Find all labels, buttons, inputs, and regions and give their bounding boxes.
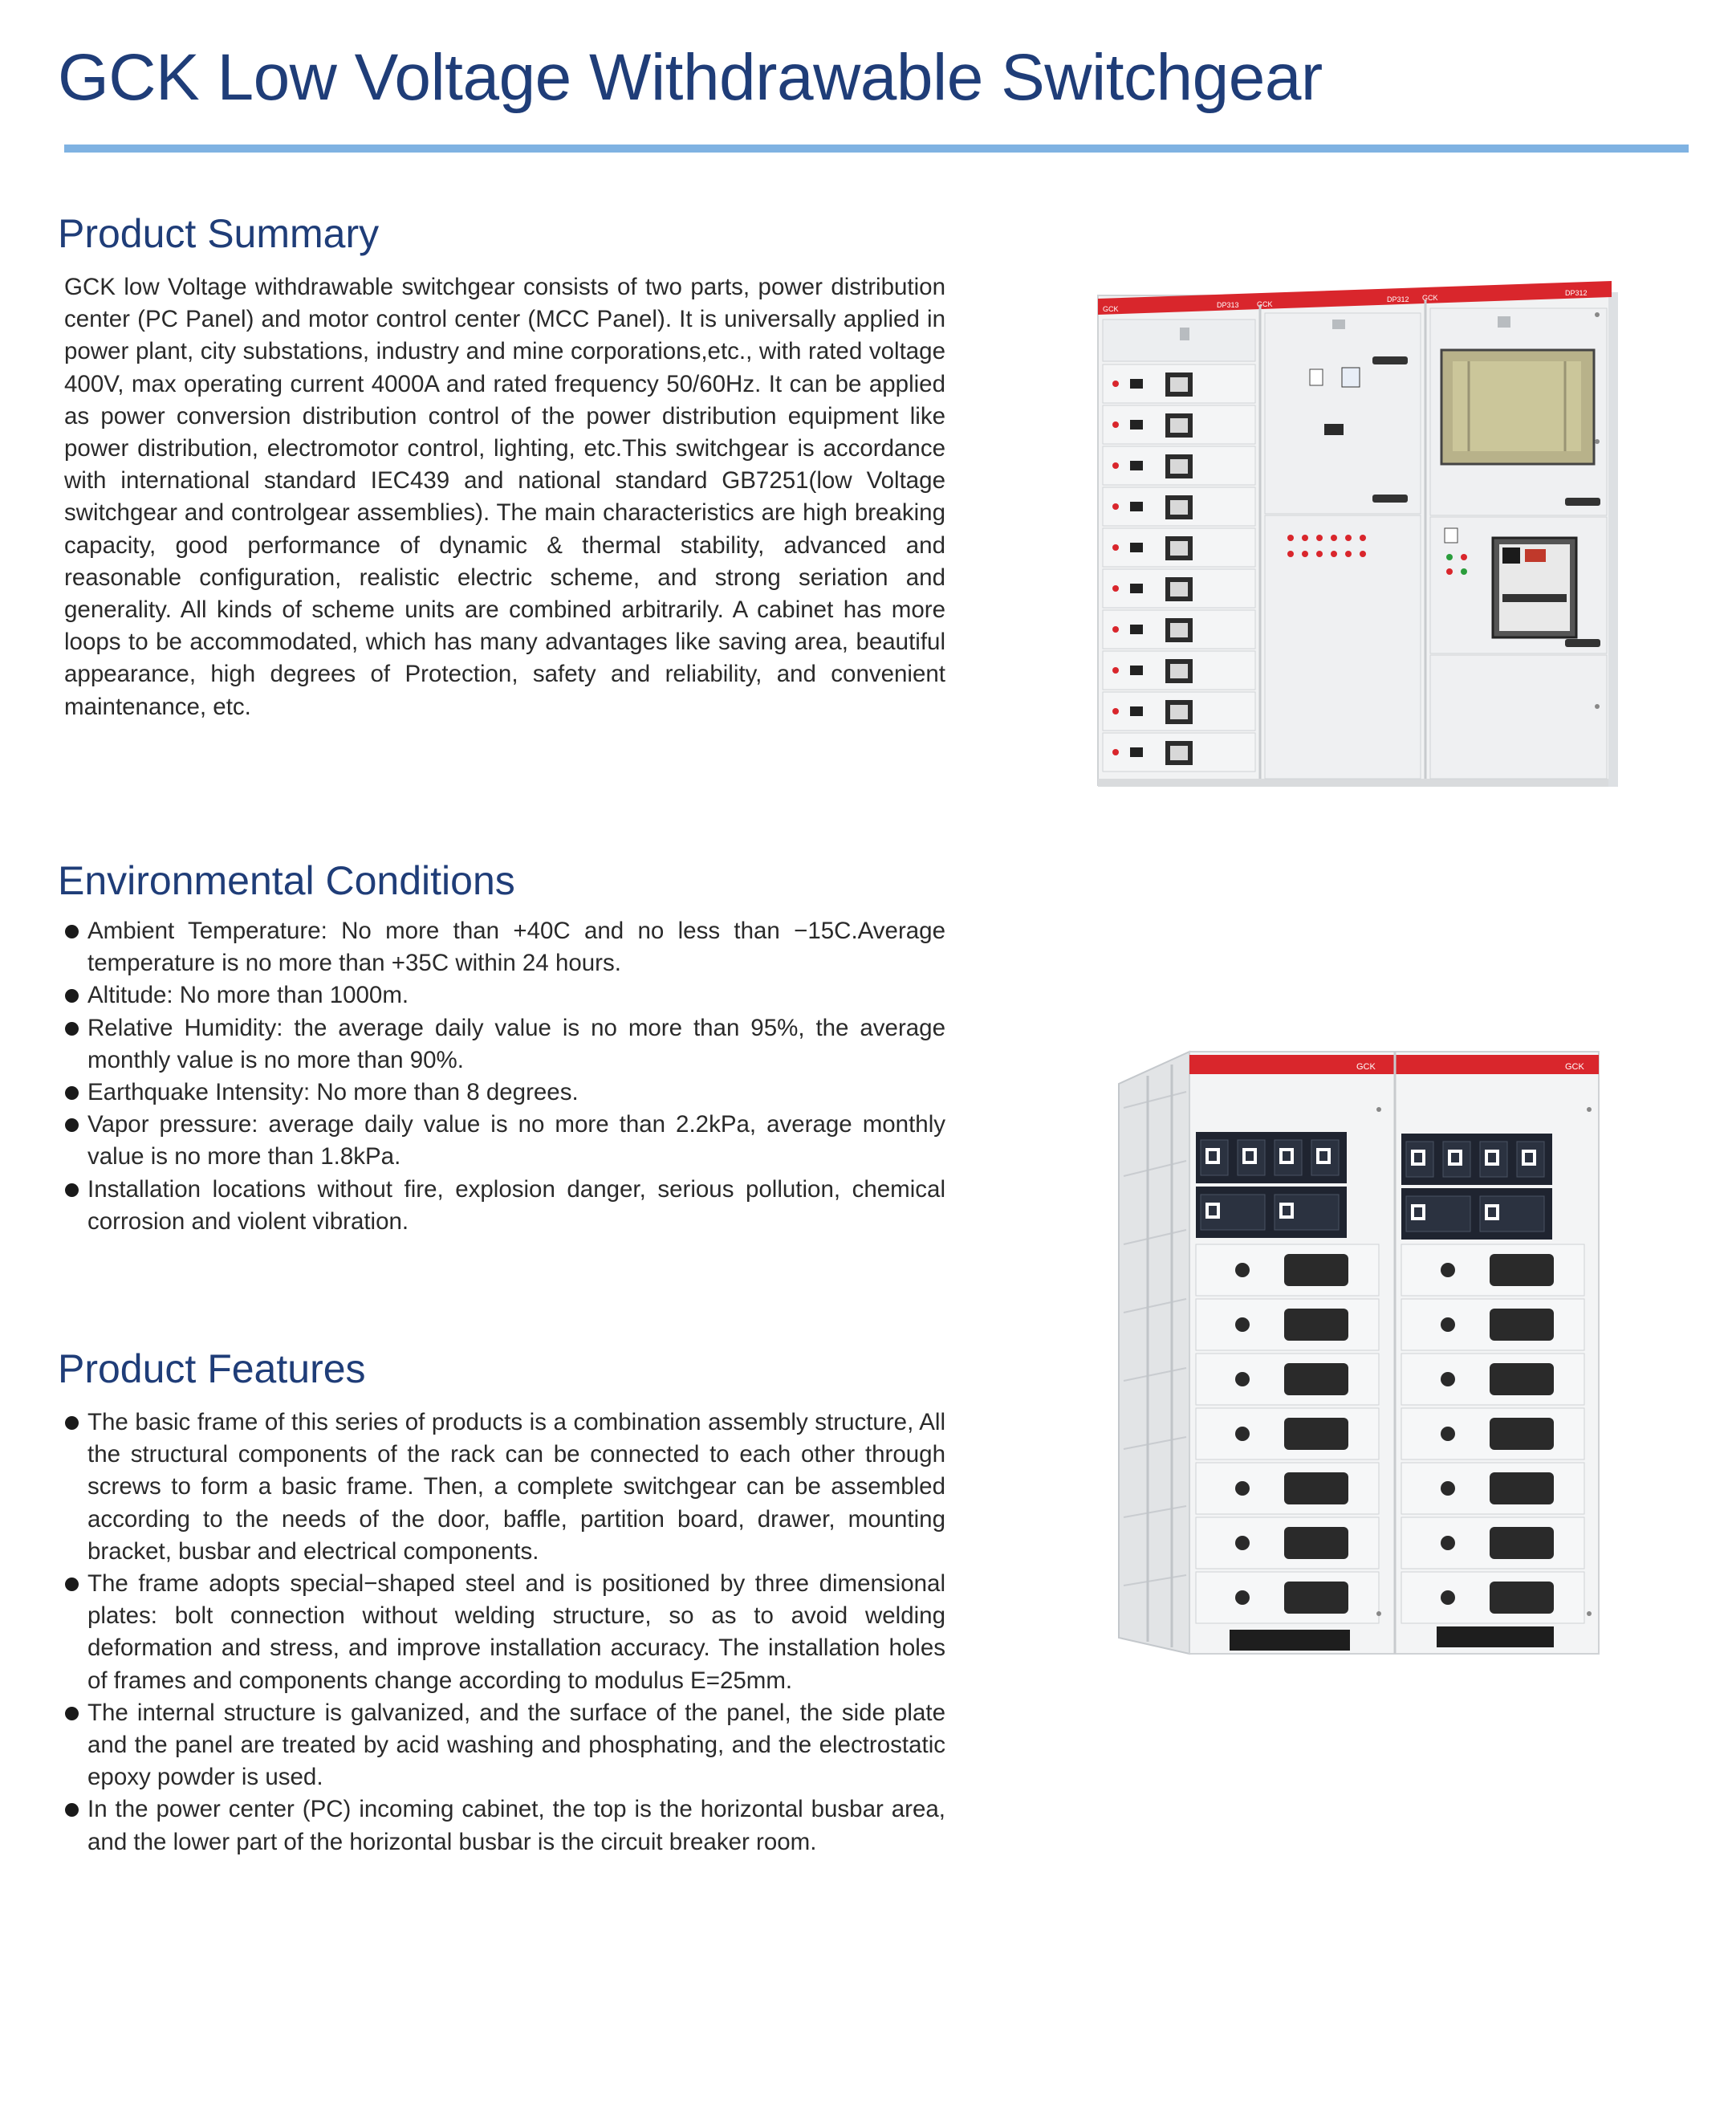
meter-icon — [1490, 1472, 1554, 1504]
meter-icon — [1490, 1363, 1554, 1395]
list-item: Relative Humidity: the average daily value is no more than 95%, the average monthly value is no more than 90%. — [64, 1012, 945, 1077]
meter-icon — [1490, 1254, 1554, 1286]
meter-icon — [1490, 1582, 1554, 1614]
indicator-icon — [1112, 667, 1119, 674]
handle-icon — [1130, 625, 1143, 634]
rotary-switch-icon — [1235, 1317, 1250, 1332]
rotary-switch-icon — [1235, 1427, 1250, 1441]
module-icon — [1406, 1142, 1433, 1177]
indicator-icon — [1316, 551, 1323, 557]
rotary-switch-icon — [1441, 1372, 1455, 1386]
title-underline — [64, 145, 1689, 153]
features-heading: Product Features — [58, 1346, 366, 1391]
indicator-icon — [1360, 535, 1366, 541]
list-item: Altitude: No more than 1000m. — [64, 979, 945, 1012]
module-icon — [1275, 1195, 1339, 1230]
rotary-switch-icon — [1235, 1372, 1250, 1386]
handle-icon — [1130, 747, 1143, 757]
cabinet-label: GCK — [1565, 1062, 1584, 1072]
bullet-icon — [65, 1578, 79, 1591]
switchgear-photo-perspective — [1116, 1044, 1613, 1686]
rotary-switch-icon — [1441, 1481, 1455, 1496]
indicator-icon — [1112, 749, 1119, 755]
list-item: Vapor pressure: average daily value is no more than 2.2kPa, average monthly value is no more than 1.8kPa. — [64, 1109, 945, 1173]
meter-icon — [1284, 1582, 1348, 1614]
rotary-switch-icon — [1441, 1427, 1455, 1441]
bullet-icon — [65, 925, 79, 938]
meter-icon — [1284, 1309, 1348, 1341]
cabinet-label: GCK — [1103, 305, 1119, 313]
bullet-icon — [65, 1118, 79, 1132]
indicator-icon — [1316, 535, 1323, 541]
meter-face — [1170, 582, 1188, 596]
list-item: In the power center (PC) incoming cabinet, the top is the horizontal busbar area, and the lower part of the horizontal busbar is the circuit breaker room. — [64, 1793, 945, 1858]
indicator-icon — [1112, 503, 1119, 510]
indicator-icon — [1112, 544, 1119, 551]
summary-heading: Product Summary — [58, 211, 380, 256]
handle-icon — [1130, 461, 1143, 470]
meter-face — [1170, 623, 1188, 637]
indicator-icon — [1360, 551, 1366, 557]
rotary-switch-icon — [1441, 1263, 1455, 1277]
rotary-switch-icon — [1235, 1481, 1250, 1496]
indicator-icon — [1112, 381, 1119, 387]
summary-text: GCK low Voltage withdrawable switchgear consists of two parts, power distribution center (PC Panel) and motor control center (MCC Panel). It is universally applied in power plant, city substations, industry and mine corporations,etc., with rated voltage 400V, max operating current 4000A and rated frequency 50/60Hz. It can be applied as power conversion distribution control of the power distribution equipment like power distribution, electromotor control, lighting, etc.This switchgear is accordance with international standard IEC439 and national standard GB7251(low Voltage switchgear and controlgear assemblies). The main characteristics are high breaking capacity, good performance of dynamic & thermal stability, advanced and reasonable configuration, realistic electric scheme, and strong seriation and generality. All kinds of scheme units are combined arbitrarily. A cabinet has more loops to be accommodated, which has many advantages like saving area, beautiful appearance, high degrees of Protection, safety and reliability, and convenient maintenance, etc. — [64, 274, 945, 720]
indicator-icon — [1345, 551, 1352, 557]
features-list — [64, 1407, 945, 1858]
module-icon — [1406, 1196, 1470, 1231]
handle-icon — [1130, 666, 1143, 675]
indicator-icon — [1345, 535, 1352, 541]
meter-icon — [1284, 1254, 1348, 1286]
meter-face — [1170, 664, 1188, 678]
handle-icon — [1130, 706, 1143, 716]
bullet-icon — [65, 1022, 79, 1036]
handle-icon — [1130, 420, 1143, 429]
cabinet-label: DP313 — [1217, 301, 1239, 309]
environment-heading: Environmental Conditions — [58, 858, 515, 903]
cabinet-label: DP312 — [1387, 295, 1409, 303]
list-item: Ambient Temperature: No more than +40C and no less than −15C.Average temperature is no more than +35C within 24 hours. — [64, 915, 945, 979]
rotary-switch-icon — [1441, 1590, 1455, 1605]
cabinet-label: GCK — [1356, 1062, 1376, 1072]
list-item: The basic frame of this series of products is a combination assembly structure, All the structural components of the rack can be connected to each other through screws to form a basic frame. Then, a complete switchgear can be assembled according to the needs of the door, baffle, partition board, drawer, mounting bracket, busbar and electrical components. — [64, 1407, 945, 1568]
indicator-icon — [1302, 535, 1308, 541]
bullet-icon — [65, 989, 79, 1003]
module-icon — [1201, 1195, 1265, 1230]
cabinet-label: GCK — [1422, 294, 1438, 302]
indicator-icon — [1112, 626, 1119, 633]
rotary-switch-icon — [1235, 1263, 1250, 1277]
list-item: The internal structure is galvanized, and the surface of the panel, the side plate and the panel are treated by acid washing and phosphating, and the electrostatic epoxy powder is used. — [64, 1697, 945, 1794]
module-icon — [1517, 1142, 1544, 1177]
module-icon — [1275, 1140, 1302, 1175]
meter-face — [1170, 746, 1188, 760]
cabinet-label: GCK — [1257, 300, 1273, 308]
module-icon — [1238, 1140, 1265, 1175]
indicator-icon — [1112, 708, 1119, 714]
meter-icon — [1284, 1363, 1348, 1395]
meter-icon — [1490, 1309, 1554, 1341]
handle-icon — [1130, 543, 1143, 552]
page-title: GCK Low Voltage Withdrawable Switchgear — [58, 41, 1323, 114]
meter-icon — [1284, 1527, 1348, 1559]
meter-face — [1170, 705, 1188, 719]
handle-icon — [1130, 584, 1143, 593]
indicator-icon — [1112, 462, 1119, 469]
meter-icon — [1284, 1418, 1348, 1450]
indicator-icon — [1112, 421, 1119, 428]
handle-icon — [1130, 379, 1143, 389]
indicator-icon — [1331, 535, 1337, 541]
module-icon — [1311, 1140, 1339, 1175]
meter-icon — [1284, 1472, 1348, 1504]
indicator-icon — [1287, 535, 1294, 541]
bullet-icon — [65, 1707, 79, 1720]
indicator-icon — [1331, 551, 1337, 557]
handle-icon — [1130, 502, 1143, 511]
cabinet-label: DP312 — [1565, 289, 1588, 297]
meter-icon — [1490, 1527, 1554, 1559]
meter-face — [1170, 377, 1188, 392]
rotary-switch-icon — [1235, 1536, 1250, 1550]
module-icon — [1480, 1196, 1544, 1231]
meter-face — [1170, 418, 1188, 433]
indicator-icon — [1112, 585, 1119, 592]
meter-face — [1170, 541, 1188, 556]
bullet-icon — [65, 1086, 79, 1100]
rotary-switch-icon — [1235, 1590, 1250, 1605]
meter-face — [1170, 500, 1188, 515]
switchgear-photo-front — [1092, 273, 1621, 803]
module-icon — [1443, 1142, 1470, 1177]
meter-icon — [1490, 1418, 1554, 1450]
bullet-icon — [65, 1416, 79, 1430]
indicator-icon — [1287, 551, 1294, 557]
meter-face — [1170, 459, 1188, 474]
indicator-icon — [1302, 551, 1308, 557]
bullet-icon — [65, 1183, 79, 1197]
rotary-switch-icon — [1441, 1317, 1455, 1332]
bullet-icon — [65, 1803, 79, 1817]
module-icon — [1480, 1142, 1507, 1177]
list-item: The frame adopts special−shaped steel and is positioned by three dimensional plates: bolt connection without welding structure, so as to avoid welding deformation and stress, and improve installation accuracy. The installation holes of frames and components change according to modulus E=25mm. — [64, 1568, 945, 1697]
module-icon — [1201, 1140, 1228, 1175]
environment-list — [64, 915, 945, 1238]
list-item: Earthquake Intensity: No more than 8 degrees. — [64, 1077, 945, 1109]
list-item: Installation locations without fire, explosion danger, serious pollution, chemical corrosion and violent vibration. — [64, 1174, 945, 1238]
rotary-switch-icon — [1441, 1536, 1455, 1550]
